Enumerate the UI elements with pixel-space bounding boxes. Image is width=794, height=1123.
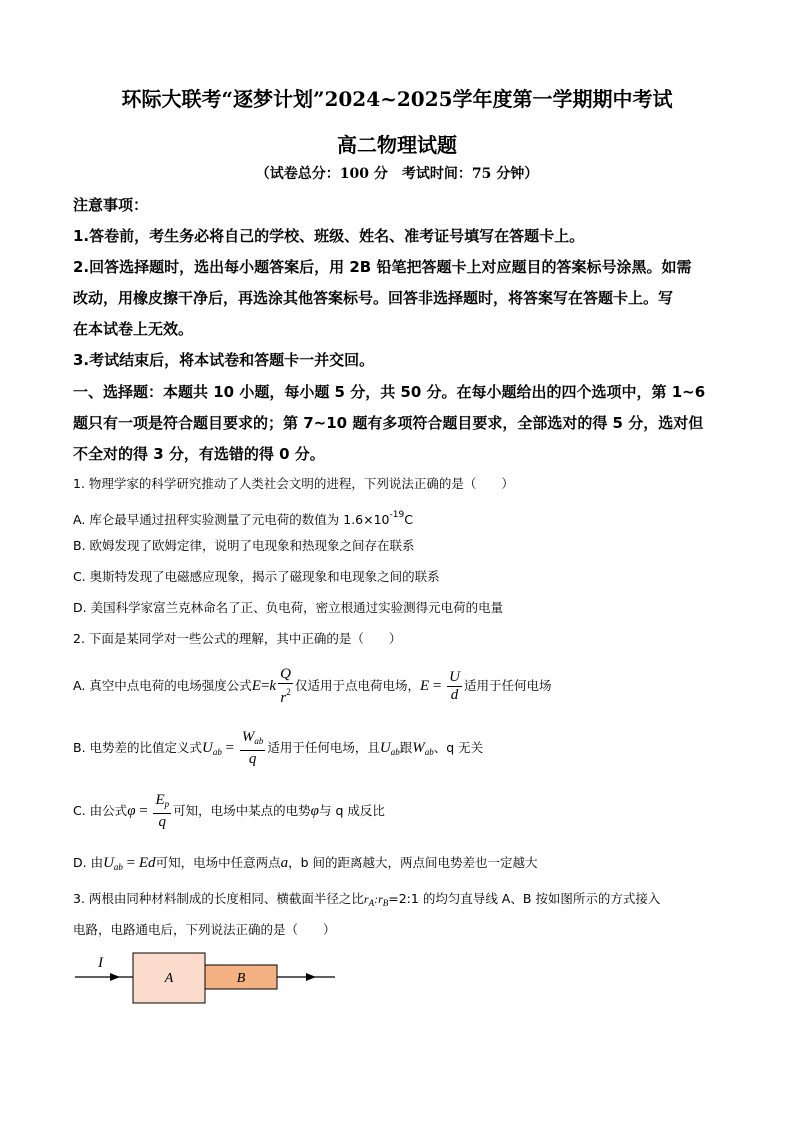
current-label: I: [98, 955, 103, 971]
note-1: 1.答卷前，考生务必将自己的学校、班级、姓名、准考证号填写在答题卡上。: [73, 227, 585, 245]
section-1-line-3: 不全对的得 3 分，有选错的得 0 分。: [73, 445, 325, 463]
conductor-b-label: B: [236, 971, 246, 986]
q3-stem-line-2: 电路，电路通电后，下列说法正确的是（ ）: [73, 922, 336, 937]
q1-option-a-text: A. 库仑最早通过扭秤实验测量了元电荷的数值为 1.6×10: [73, 512, 390, 527]
q1-option-b: B. 欧姆发现了欧姆定律，说明了电现象和热现象之间存在联系: [73, 538, 415, 553]
q2-option-c: C. 由公式φ = $\frac{E_p}{q}$ 可知，电场中某点的电势φ与 q 成反比: [73, 792, 385, 830]
formula-e-u-d: E: [419, 678, 430, 694]
q2-option-b: B. 电势差的比值定义式$U_{ab}$ = $\frac{W_{ab}}{q}$ 适用于任何电场，且$U_{ab}$跟$W_{ab}$、q 无关: [73, 729, 484, 767]
q3-circuit-figure: [70, 948, 350, 1010]
q3-stem-line-1: 3. 两根由同种材料制成的长度相同、横截面半径之比$r_A:r_B=2:1$ 的均匀直导线 A、B 按如图所示的方式接入: [73, 891, 661, 908]
note-2-line-3: 在本试卷上无效。: [73, 320, 194, 338]
conductor-a-label: A: [164, 971, 174, 986]
notes-heading: 注意事项：: [73, 196, 149, 214]
formula-e-kq-r2: E: [251, 678, 261, 694]
current-arrow-icon: [110, 973, 120, 981]
q2-option-d: D. 由$U_{ab} = Ed$可知，电场中任意两点a，b 间的距离越大，两点间电势差也一定越大: [73, 855, 538, 872]
exam-info: （试卷总分：100 分 考试时间：75 分钟）: [255, 166, 539, 182]
exam-title: 环际大联考“逐梦计划”2024~2025学年度第一学期期中考试: [121, 87, 673, 111]
section-1-line-2: 题只有一项是符合题目要求的；第 7~10 题有多项符合题目要求，全部选对的得 5 分，选对但: [73, 414, 704, 432]
q1-option-a-unit: C: [404, 512, 413, 527]
note-3: 3.考试结束后，将本试卷和答题卡一并交回。: [73, 351, 375, 369]
note-2-line-1: 2.回答选择题时，选出每小题答案后，用 2B 铅笔把答题卡上对应题目的答案标号涂黑。如需: [73, 258, 692, 276]
q2-stem: 2. 下面是某同学对一些公式的理解，其中正确的是（ ）: [73, 631, 402, 646]
exam-subject-title: 高二物理试题: [337, 133, 457, 157]
formula-phi-ep-q: φ: [127, 803, 136, 819]
formula-u-ed: $U_{ab}$: [103, 855, 123, 872]
q1-option-a: [73, 505, 733, 530]
q1-option-c: C. 奥斯特发现了电磁感应现象，揭示了磁现象和电现象之间的联系: [73, 569, 440, 584]
q1-option-d: D. 美国科学家富兰克林命名了正、负电荷，密立根通过实验测得元电荷的电量: [73, 600, 504, 615]
formula-u-w-q: $U_{ab}$: [202, 740, 222, 757]
q2-option-a: A. 真空中点电荷的电场强度公式E=k $\frac{Q}{r^2}$ 仅适用于点电荷电场，E = $\frac{U}{d}$ 适用于任何电场: [73, 666, 552, 706]
note-2-line-2: 改动，用橡皮擦干净后，再选涂其他答案标号。回答非选择题时，将答案写在答题卡上。写: [73, 289, 674, 307]
q1-option-a-exponent: -19: [389, 510, 405, 520]
section-1-line-1: 一、选择题：本题共 10 小题，每小题 5 分，共 50 分。在每小题给出的四个选项中，第 1~6: [73, 383, 706, 401]
q1-stem: 1. 物理学家的科学研究推动了人类社会文明的进程，下列说法正确的是（ ）: [73, 476, 514, 491]
output-arrow-icon: [306, 973, 316, 981]
